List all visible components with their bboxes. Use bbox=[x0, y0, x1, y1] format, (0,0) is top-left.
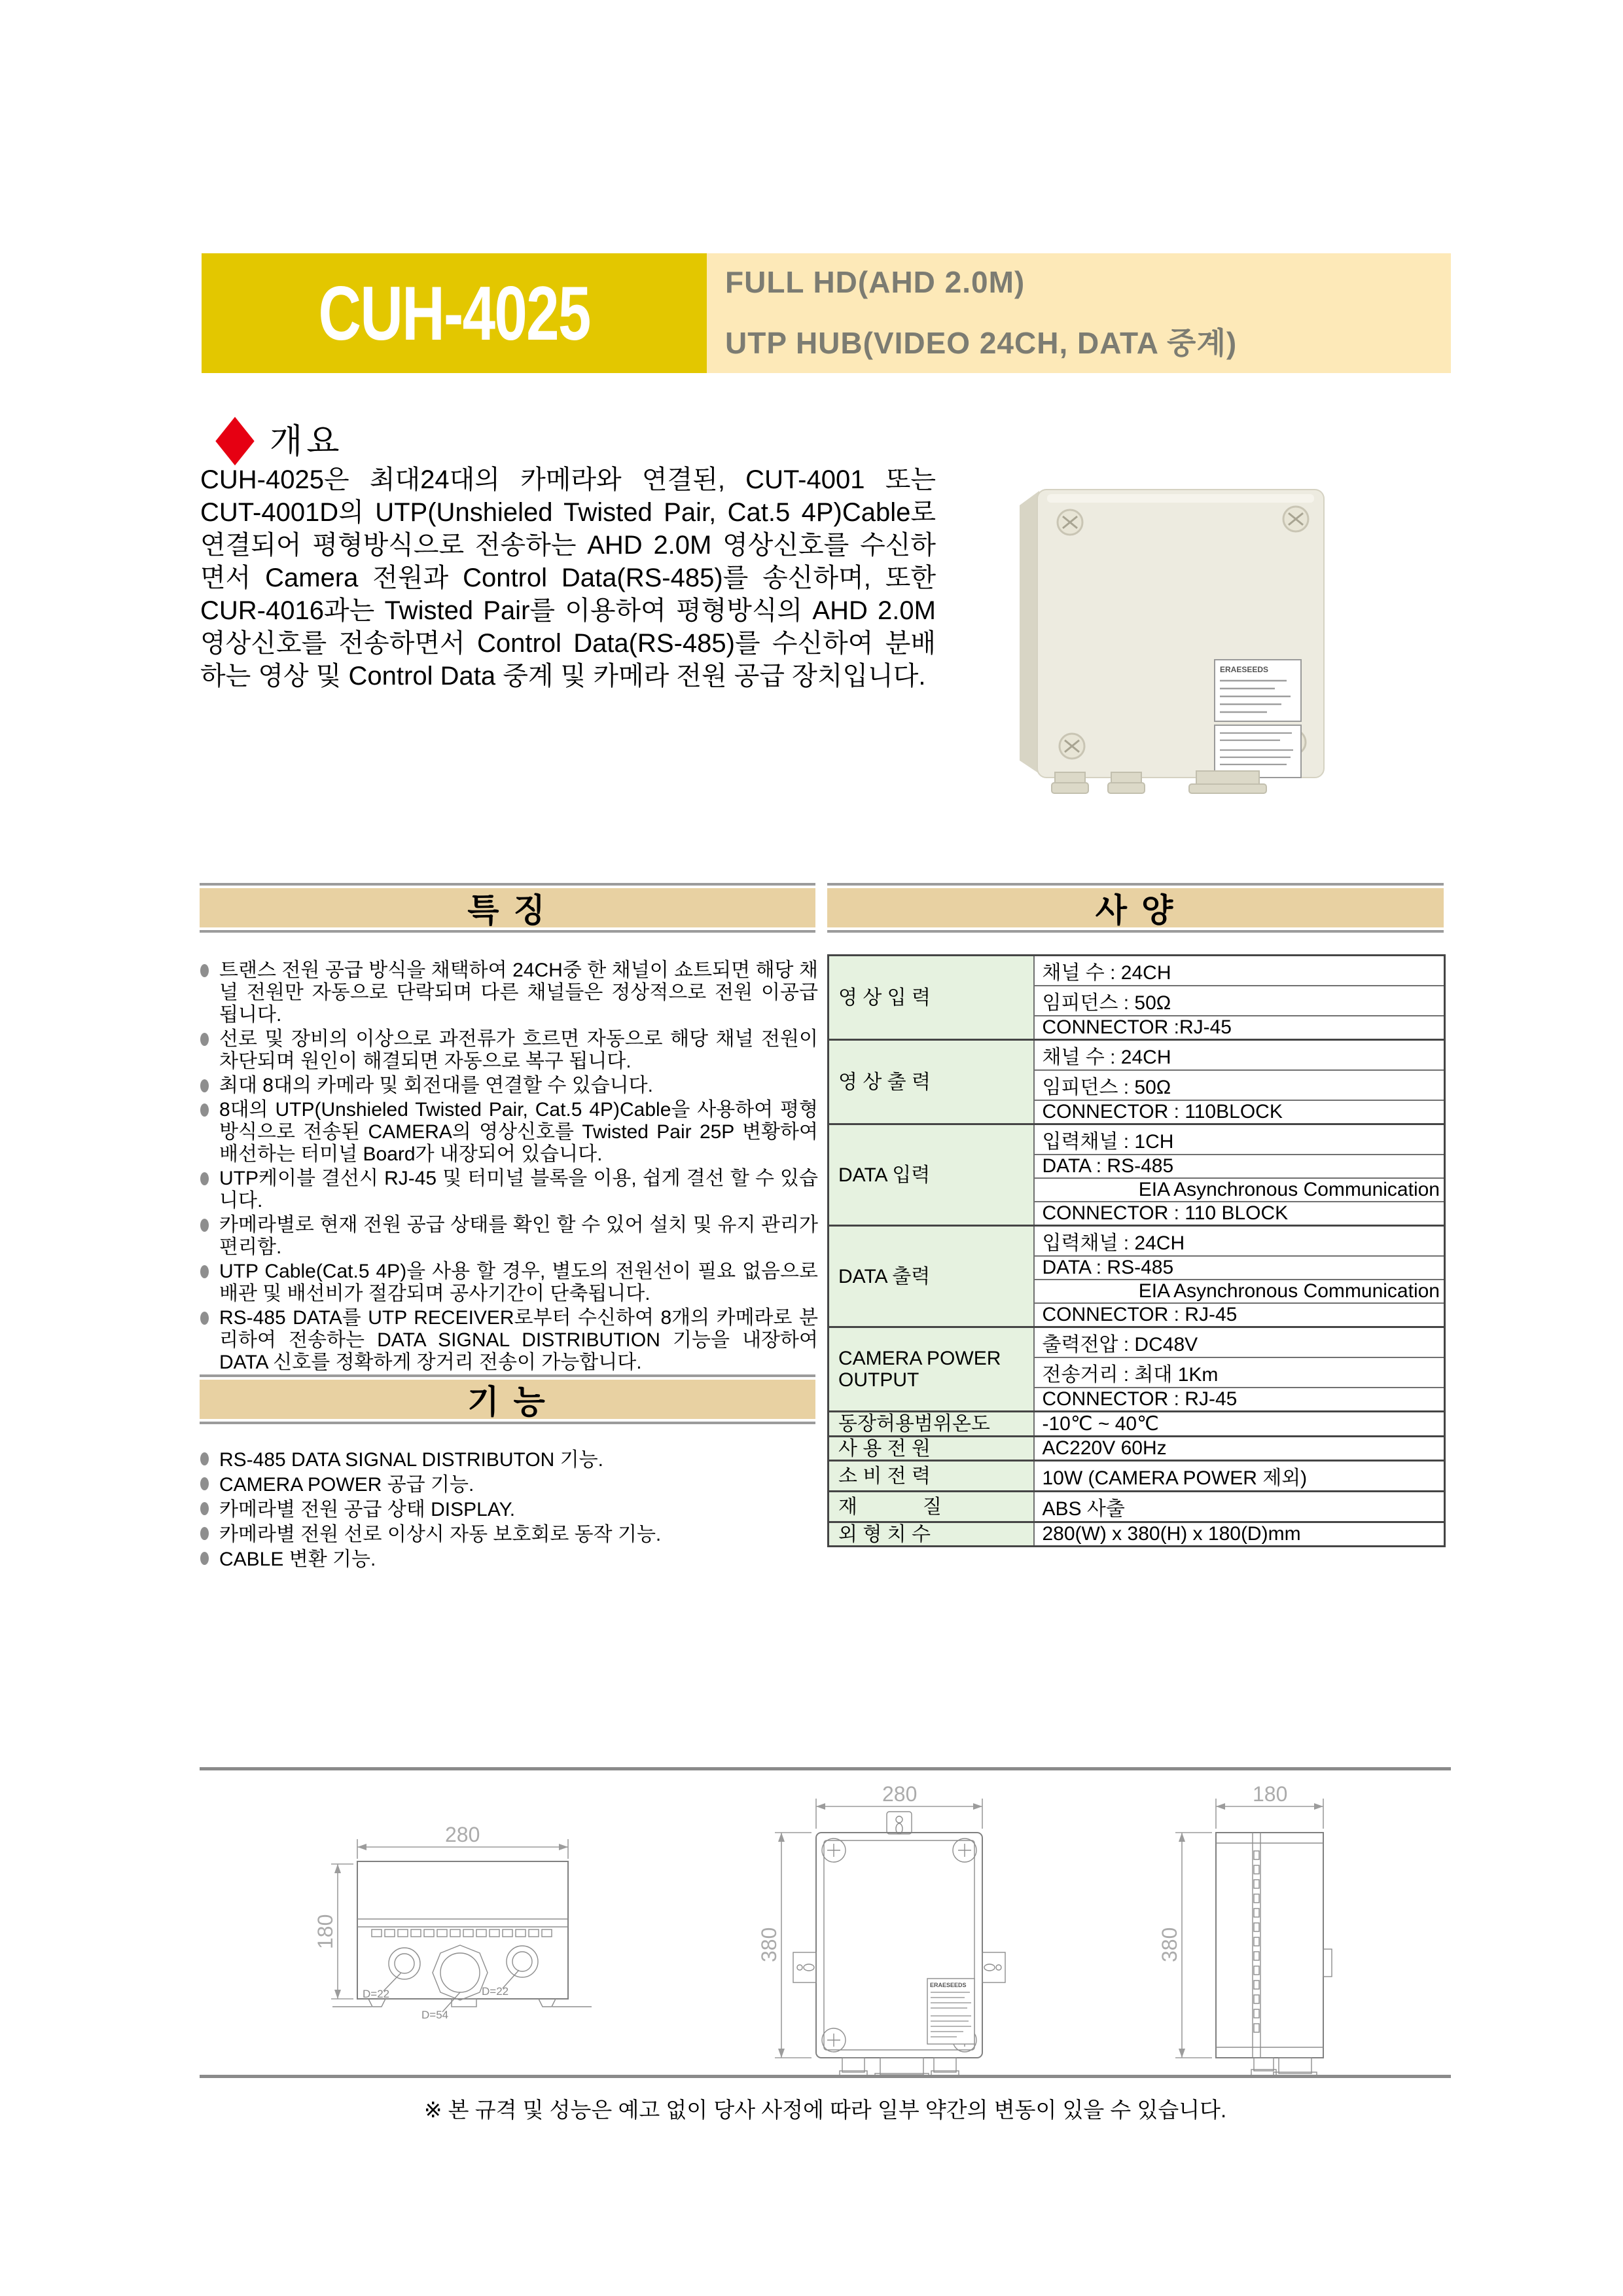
spec-label: 동장허용범위온도 bbox=[829, 1412, 1034, 1437]
feature-text: 8대의 UTP(Unshieled Twisted Pair, Cat.5 4P)Cable을 사용하여 평형방식으로 전송된 CAMERA의 영상신호를 Twisted Pair 25P 변황하여 배선하는 터미널 Board가 내장되어 있습니다. bbox=[219, 1099, 818, 1165]
functions-section-header bbox=[200, 1374, 815, 1424]
table-row bbox=[829, 1327, 1445, 1358]
bullet-icon bbox=[200, 1477, 209, 1490]
product-label bbox=[1215, 660, 1301, 778]
header-subtitle-box bbox=[707, 253, 1451, 373]
list-item bbox=[200, 960, 818, 1026]
drawing-top-view bbox=[306, 1821, 594, 2043]
spec-value: EIA Asynchronous Communication bbox=[1034, 1178, 1445, 1202]
spec-label: 영 상 입 력 bbox=[829, 956, 1034, 1040]
table-row bbox=[829, 1412, 1445, 1437]
function-text: CAMERA POWER 공급 기능. bbox=[219, 1474, 474, 1496]
spec-value: CONNECTOR : 110 BLOCK bbox=[1034, 1202, 1445, 1226]
gland-label: D=22 bbox=[363, 1988, 390, 2000]
spec-value: 전송거리 : 최대 1Km bbox=[1034, 1357, 1445, 1388]
subtitle-line1: FULL HD(AHD 2.0M) bbox=[725, 264, 1026, 299]
feature-text: 카메라별로 현재 전원 공급 상태를 확인 할 수 있어 설치 및 유지 관리가 편리함. bbox=[219, 1214, 818, 1258]
drawing-label bbox=[927, 1979, 974, 2044]
drawing-label-title: ERAESEEDS bbox=[930, 1982, 967, 1988]
bullet-icon bbox=[200, 1502, 209, 1515]
subtitle-line2: UTP HUB(VIDEO 24CH, DATA 중계) bbox=[725, 325, 1238, 360]
spec-label: 재 질 bbox=[829, 1492, 1034, 1522]
spec-label: 영 상 출 력 bbox=[829, 1040, 1034, 1124]
table-row bbox=[829, 1461, 1445, 1492]
spec-value: 출력전압 : DC48V bbox=[1034, 1327, 1445, 1358]
list-item bbox=[200, 1168, 818, 1212]
features-section-header bbox=[200, 883, 815, 933]
dim-label: 280 bbox=[882, 1785, 918, 1806]
bullet-icon bbox=[200, 1103, 209, 1117]
spec-label: DATA 입력 bbox=[829, 1124, 1034, 1226]
spec-value: 입력채널 : 24CH bbox=[1034, 1226, 1445, 1257]
bullet-icon bbox=[200, 1033, 209, 1046]
list-item bbox=[200, 1307, 818, 1374]
feature-text: 최대 8대의 카메라 및 회전대를 연결할 수 있습니다. bbox=[219, 1075, 653, 1096]
list-item bbox=[200, 1261, 818, 1305]
divider-line bbox=[200, 1767, 1451, 1770]
spec-table bbox=[827, 954, 1446, 1547]
features-title: 특 징 bbox=[467, 892, 548, 929]
model-title-box bbox=[202, 253, 707, 373]
spec-label: 사 용 전 원 bbox=[829, 1437, 1034, 1461]
list-item bbox=[200, 1214, 818, 1259]
feature-text: UTP케이블 결선시 RJ-45 및 터미널 블록을 이용, 쉽게 결선 할 수 있습니다. bbox=[219, 1168, 818, 1211]
list-item bbox=[200, 1547, 818, 1571]
specs-section-header bbox=[827, 883, 1444, 933]
spec-value: 임피던스 : 50Ω bbox=[1034, 1070, 1445, 1100]
product-photo bbox=[1000, 465, 1344, 795]
bullet-icon bbox=[200, 1265, 209, 1278]
bullet-icon bbox=[200, 1219, 209, 1232]
spec-value: AC220V 60Hz bbox=[1034, 1437, 1445, 1461]
bullet-icon bbox=[200, 1552, 209, 1565]
list-item bbox=[200, 1448, 818, 1472]
spec-value: 10W (CAMERA POWER 제외) bbox=[1034, 1461, 1445, 1492]
feature-text: 트랜스 전원 공급 방식을 채택하여 24CH중 한 채널이 쇼트되면 해당 채널 전원만 자동으로 단락되며 다른 채널들은 정상적으로 전원 이공급 됩니다. bbox=[219, 960, 818, 1026]
red-diamond-icon bbox=[215, 416, 254, 465]
feature-text: RS-485 DATA를 UTP RECEIVER로부터 수신하여 8개의 카메라로 분리하여 전송하는 DATA SIGNAL DISTRIBUTION 기능을 내장하여 DATA 신호를 정확하게 장거리 전송이 가능합니다. bbox=[219, 1307, 818, 1373]
function-text: 카메라별 전원 선로 이상시 자동 보호회로 동작 기능. bbox=[219, 1524, 662, 1545]
spec-value: DATA : RS-485 bbox=[1034, 1155, 1445, 1178]
table-row bbox=[829, 1492, 1445, 1522]
overview-paragraph: CUH-4025은 최대24대의 카메라와 연결된, CUT-4001 또는 CUT-4001D의 UTP(Unshieled Twisted Pair, Cat.5 4P)Cable로 연결되어 평형방식으로 전송하는 AHD 2.0M 영상신호를 수신하면서 Camera 전원과 Control Data(RS-485)를 송신하며, 또한 CUR-4016과는 Twisted Pair를 이용하여 평형방식의 AHD 2.0M 영상신호를 전송하면서 Control Data(RS-485)를 수신하여 분배하는 영상 및 Control Data 중계 및 카메라 전원 공급 장치입니다. bbox=[200, 465, 936, 691]
dim-label: 180 bbox=[1253, 1785, 1288, 1806]
dim-label: 380 bbox=[757, 1927, 781, 1962]
functions-list bbox=[200, 1448, 818, 1572]
spec-value: CONNECTOR : 110BLOCK bbox=[1034, 1100, 1445, 1124]
bullet-icon bbox=[200, 1452, 209, 1465]
bullet-icon bbox=[200, 1312, 209, 1325]
spec-value: EIA Asynchronous Communication bbox=[1034, 1280, 1445, 1303]
bullet-icon bbox=[200, 1527, 209, 1540]
spec-value: 입력채널 : 1CH bbox=[1034, 1124, 1445, 1155]
function-text: 카메라별 전원 공급 상태 DISPLAY. bbox=[219, 1499, 516, 1520]
spec-value: CONNECTOR : RJ-45 bbox=[1034, 1388, 1445, 1412]
gland-label: D=22 bbox=[482, 1985, 509, 1998]
feature-text: 선로 및 장비의 이상으로 과전류가 흐르면 자동으로 해당 채널 전원이 차단되며 원인이 해결되면 자동으로 복구 됩니다. bbox=[219, 1028, 818, 1072]
dim-label: 280 bbox=[445, 1823, 480, 1846]
drawing-front-view bbox=[728, 1785, 1061, 2077]
spec-value: -10℃ ~ 40℃ bbox=[1034, 1412, 1445, 1437]
table-row bbox=[829, 1437, 1445, 1461]
dim-label: 380 bbox=[1158, 1927, 1181, 1962]
spec-value: DATA : RS-485 bbox=[1034, 1256, 1445, 1280]
spec-label: 소 비 전 력 bbox=[829, 1461, 1034, 1492]
features-list bbox=[200, 960, 818, 1376]
functions-title: 기 능 bbox=[467, 1384, 548, 1420]
header-band bbox=[202, 253, 1451, 373]
bullet-icon bbox=[200, 964, 209, 977]
spec-label: DATA 출력 bbox=[829, 1226, 1034, 1327]
overview-title: 개요 bbox=[270, 423, 344, 461]
function-text: CABLE 변환 기능. bbox=[219, 1549, 376, 1570]
table-row bbox=[829, 1226, 1445, 1257]
table-row bbox=[829, 956, 1445, 986]
feature-text: UTP Cable(Cat.5 4P)을 사용 할 경우, 별도의 전원선이 필요 없음으로 배관 및 배선비가 절감되며 공사기간이 단축됩니다. bbox=[219, 1261, 818, 1304]
list-item bbox=[200, 1028, 818, 1073]
spec-value: ABS 사출 bbox=[1034, 1492, 1445, 1522]
spec-value: 채널 수 : 24CH bbox=[1034, 1040, 1445, 1071]
table-row bbox=[829, 1124, 1445, 1155]
spec-value: CONNECTOR :RJ-45 bbox=[1034, 1016, 1445, 1040]
function-text: RS-485 DATA SIGNAL DISTRIBUTON 기능. bbox=[219, 1449, 603, 1471]
dim-label: 180 bbox=[313, 1914, 337, 1949]
spec-value: 채널 수 : 24CH bbox=[1034, 956, 1445, 986]
spec-label: 외 형 치 수 bbox=[829, 1522, 1034, 1547]
drawing-side-view bbox=[1098, 1785, 1432, 2077]
product-label-title: ERAESEEDS bbox=[1220, 665, 1269, 674]
table-row bbox=[829, 1522, 1445, 1547]
list-item bbox=[200, 1099, 818, 1166]
bullet-icon bbox=[200, 1079, 209, 1092]
spec-label: CAMERA POWER OUTPUT bbox=[829, 1327, 1034, 1412]
list-item bbox=[200, 1075, 818, 1097]
gland-label: D=54 bbox=[421, 2009, 449, 2021]
overview-heading bbox=[217, 414, 343, 463]
bullet-icon bbox=[200, 1172, 209, 1185]
table-row bbox=[829, 1040, 1445, 1071]
spec-value: 280(W) x 380(H) x 180(D)mm bbox=[1034, 1522, 1445, 1547]
spec-table-wrap bbox=[827, 954, 1444, 1547]
spec-value: CONNECTOR : RJ-45 bbox=[1034, 1303, 1445, 1327]
list-item bbox=[200, 1473, 818, 1497]
specs-title: 사 양 bbox=[1095, 892, 1176, 929]
footer-note: ※ 본 규격 및 성능은 예고 없이 당사 사정에 따라 일부 약간의 변동이 있을 수 있습니다. bbox=[423, 2098, 1227, 2122]
divider-line bbox=[200, 2075, 1451, 2078]
list-item bbox=[200, 1498, 818, 1522]
spec-value: 임피던스 : 50Ω bbox=[1034, 986, 1445, 1016]
model-title: CUH-4025 bbox=[318, 270, 590, 356]
list-item bbox=[200, 1522, 818, 1547]
